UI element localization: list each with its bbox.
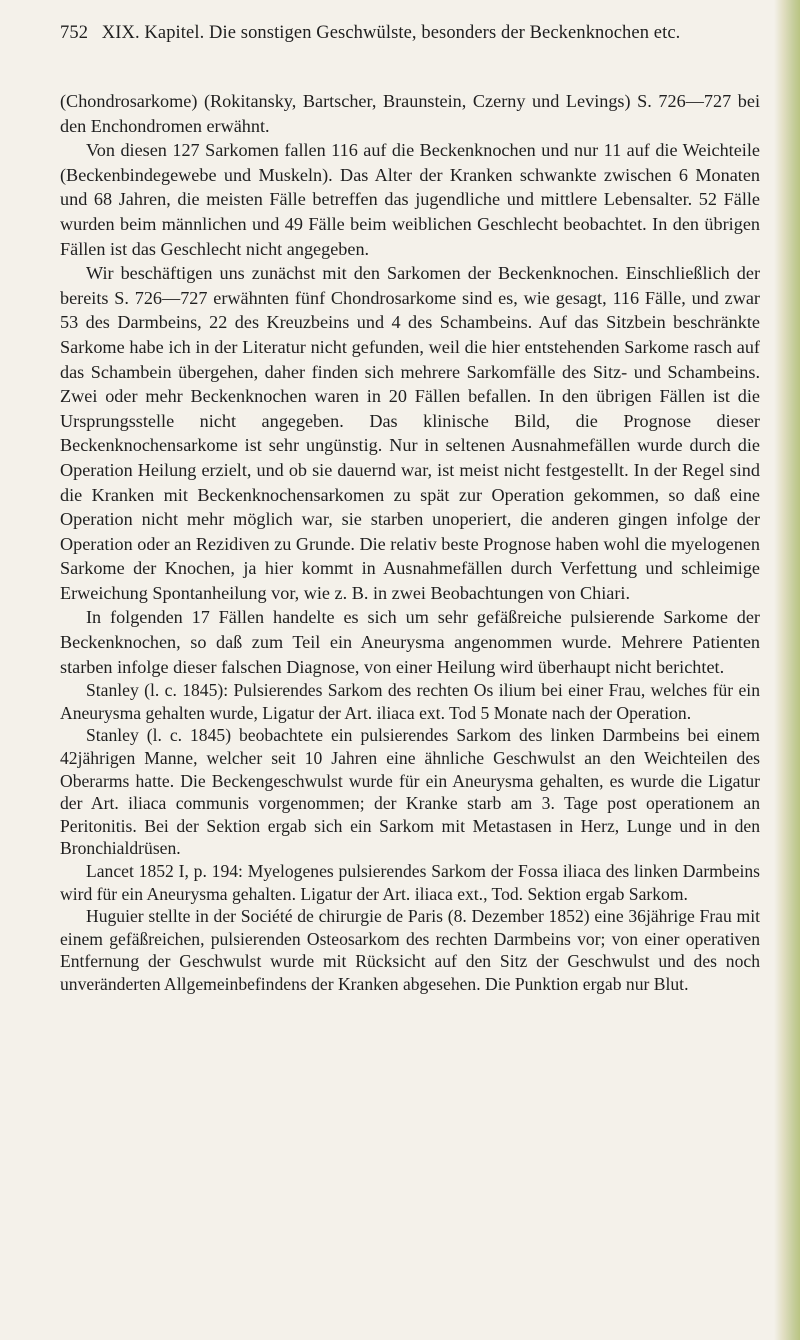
page-edge-discoloration — [774, 0, 800, 1340]
page-number: 752 — [60, 23, 89, 43]
case-reports — [60, 679, 760, 995]
running-title: XIX. Kapitel. Die sonstigen Geschwülste, besonders der Beckenknochen etc. — [101, 23, 681, 43]
paragraph: (Chondrosarkome) (Rokitansky, Bartscher, Braunstein, Czerny und Levings) S. 726—727 bei den Enchondromen erwähnt. — [60, 91, 760, 136]
book-page — [60, 20, 760, 996]
paragraph: Wir beschäftigen uns zunächst mit den Sarkomen der Beckenknochen. Einschließlich der bereits S. 726—727 erwähnten fünf Chondrosarkome sind es, wie gesagt, 116 Fälle, und zwar 53 des Darmbeins, 22 des Kreuzbeins und 4 des Schambeins. Auf das Sitzbein beschränkte Sarkome habe ich in der Literatur nicht gefunden, weil die hier entstehenden Sarkome rasch auf das Schambein übergehen, daher finden sich mehrere Sarkomfälle des Sitz- und Schambeins. Zwei oder mehr Beckenknochen waren in 20 Fällen befallen. In den übrigen Fällen ist die Ursprungsstelle nicht angegeben. Das klinische Bild, die Prognose dieser Beckenknochensarkome ist sehr ungünstig. Nur in seltenen Ausnahmefällen wurde durch die Operation Heilung erzielt, und ob sie dauernd war, ist meist nicht festgestellt. In der Regel sind die Kranken mit Beckenknochensarkomen zu spät zur Operation gekommen, so daß eine Operation nicht mehr möglich war, sie starben unoperiert, die anderen gingen infolge der Operation oder an Rezidiven zu Grunde. Die relativ beste Prognose haben wohl die myelogenen Sarkome der Knochen, ja hier kommt in Ausnahmefällen durch Verfettung und schleimige Erweichung Spontanheilung vor, wie z. B. in zwei Beobachtungen von Chiari. — [60, 263, 760, 603]
case-report: Huguier stellte in der Société de chirurgie de Paris (8. Dezember 1852) eine 36jährige Frau mit einem gefäßreichen, pulsierenden Osteosarkom des rechten Darmbeins vor; von einer operativen Entfernung der Geschwulst wurde mit Rücksicht auf den Sitz der Geschwulst und des noch unveränderten Allgemeinbefindens der Kranken abgesehen. Die Punktion ergab nur Blut. — [60, 906, 760, 994]
paragraph: Von diesen 127 Sarkomen fallen 116 auf die Beckenknochen und nur 11 auf die Weichteile (Beckenbindegewebe und Muskeln). Das Alter der Kranken schwankte zwischen 6 Monaten und 68 Jahren, die meisten Fälle betreffen das jugendliche und mittlere Lebensalter. 52 Fälle wurden beim männlichen und 49 Fälle beim weiblichen Geschlecht beobachtet. In den übrigen Fällen ist das Geschlecht nicht angegeben. — [60, 140, 760, 259]
body-text — [60, 89, 760, 996]
case-report: Stanley (l. c. 1845): Pulsierendes Sarkom des rechten Os ilium bei einer Frau, welches für ein Aneurysma gehalten wurde, Ligatur der Art. iliaca ext. Tod 5 Monate nach der Operation. — [60, 680, 760, 723]
paragraph: In folgenden 17 Fällen handelte es sich um sehr gefäßreiche pulsierende Sarkome der Beckenknochen, so daß zum Teil ein Aneurysma angenommen wurde. Mehrere Patienten starben infolge dieser falschen Diagnose, von einer Heilung wird überhaupt nicht berichtet. — [60, 607, 760, 677]
case-report: Stanley (l. c. 1845) beobachtete ein pulsierendes Sarkom des linken Darmbeins bei einem 42jährigen Manne, welcher seit 10 Jahren eine ähnliche Geschwulst an den Weichteilen des Oberarms hatte. Die Beckengeschwulst wurde für ein Aneurysma gehalten, es wurde die Ligatur der Art. iliaca communis vorgenommen; der Kranke starb am 3. Tage post operationem an Peritonitis. Bei der Sektion ergab sich ein Sarkom mit Metastasen in Herz, Lunge und in den Bronchialdrüsen. — [60, 725, 760, 859]
case-report: Lancet 1852 I, p. 194: Myelogenes pulsierendes Sarkom der Fossa iliaca des linken Darmbeins wird für ein Aneurysma gehalten. Ligatur der Art. iliaca ext., Tod. Sektion ergab Sarkom. — [60, 861, 760, 904]
running-header — [60, 20, 760, 46]
